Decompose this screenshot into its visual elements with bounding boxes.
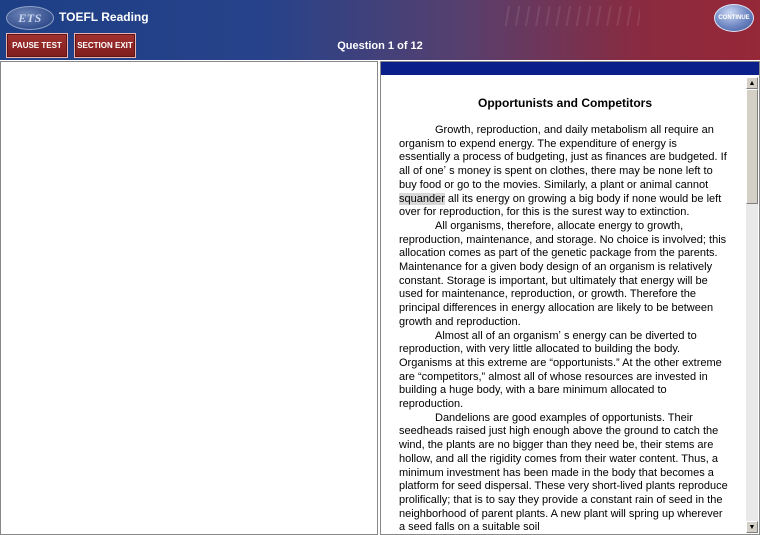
passage-scrollbar[interactable]	[746, 77, 758, 533]
paragraph-1	[399, 124, 731, 220]
scroll-down-arrow-icon[interactable]: ▼	[746, 521, 758, 533]
highlighted-word: squander	[399, 192, 445, 205]
header-bar	[0, 0, 760, 60]
passage-pane[interactable]	[380, 61, 760, 535]
logo-text: ETS	[18, 10, 42, 25]
paragraph-1-text-b: all its energy on growing a big body if none would be left over for reproduction, for this is the surest way to extinction.	[399, 192, 722, 219]
app-title: TOEFL Reading	[59, 10, 149, 24]
passage-header-bar	[381, 62, 759, 75]
paragraph-1-text-a: Growth, reproduction, and daily metabolism all require an organism to expend energy. The expenditure of energy is essentially a process of budgeting, just as finances are budgeted. If all of oneʼ s money is spent on clothes, there may be none left to buy food or go to the movies. Similarly, a plant or animal cannot	[399, 124, 727, 191]
scroll-up-arrow-icon[interactable]: ▲	[746, 77, 758, 89]
ets-logo	[6, 6, 54, 30]
continue-button[interactable]	[714, 4, 754, 32]
passage-title: Opportunists and Competitors	[478, 96, 652, 110]
header-decoration	[500, 6, 640, 26]
pause-test-button[interactable]: PAUSE TEST	[6, 33, 68, 58]
paragraph-3: Almost all of an organismʼ s energy can be diverted to reproduction, with very little allocated to building the body. Organisms at this extreme are “opportunists.” At the other extreme are “competitors,” almost all of whose resources are invested in building a huge body, with a bare minimum allocated to reproduction.	[399, 329, 722, 411]
scroll-thumb[interactable]	[746, 89, 758, 204]
continue-label: CONTINUE	[718, 15, 750, 21]
paragraph-2: All organisms, therefore, allocate energy to growth, reproduction, maintenance, and storage. No choice is involved; this allocation comes as part of the genetic package from the parents. Maintenance for a given body design of an organism is relatively constant. Storage is important, but ultimately that energy will be used for maintenance, reproduction, or growth. Therefore the principal differences in energy allocation are likely to be between growth and reproduction.	[399, 219, 727, 328]
question-counter: Question 1 of 12	[337, 40, 423, 52]
section-exit-button[interactable]: SECTION EXIT	[74, 33, 136, 58]
question-pane	[0, 61, 378, 535]
passage-content	[399, 82, 731, 532]
paragraph-4: Dandelions are good examples of opportunists. Their seedheads raised just high enough above the ground to catch the wind, the plants are no bigger than they need be, their stems are hollow, and all the rigidity comes from their water content. Thus, a minimum investment has been made in the body that becomes a platform for seed dispersal. These very short-lived plants reproduce prolifically; that is to say they provide a constant rain of seed in the neighborhood of parent plants. A new plant will spring up wherever a seed falls on a suitable soil	[399, 411, 728, 532]
